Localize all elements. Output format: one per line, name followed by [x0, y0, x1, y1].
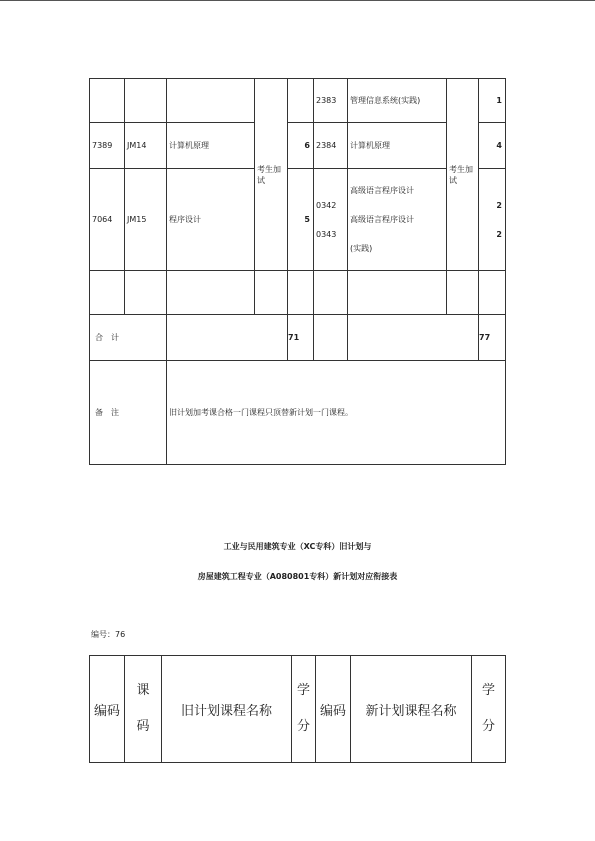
- table-row: [90, 169, 506, 271]
- course-mapping-table-header: [89, 655, 506, 763]
- old-credit: 5: [288, 169, 314, 271]
- table-row: [90, 271, 506, 315]
- new-course-name: 高级语言程序设计 高级语言程序设计 (实践): [348, 169, 447, 271]
- new-code: 2384: [314, 123, 348, 169]
- top-rule: [0, 0, 595, 1]
- new-course-name: 计算机原理: [348, 123, 447, 169]
- course-mapping-table-continued: [89, 78, 506, 465]
- header-new-course-name: 新计划课程名称: [351, 656, 472, 763]
- table-row: [90, 123, 506, 169]
- header-row: [90, 656, 506, 763]
- old-course-name: 计算机原理: [167, 123, 255, 169]
- header-new-credit: 学 分: [472, 656, 506, 763]
- table-title-line-1: 工业与民用建筑专业（XC专科）旧计划与: [223, 542, 372, 551]
- old-credit: 6: [288, 123, 314, 169]
- remark-text: 旧计划加考课合格一门课程只顶替新计划一门课程。: [167, 361, 506, 465]
- total-new-credit: 77: [479, 315, 506, 361]
- exam-note-right: 考生加试: [447, 79, 479, 271]
- old-code: 7389: [90, 123, 125, 169]
- old-course-name: 程序设计: [167, 169, 255, 271]
- course-code: JM14: [125, 123, 167, 169]
- new-credit: 1: [479, 79, 506, 123]
- table-title-line-2: 房屋建筑工程专业（A080801专科）新计划对应衔接表: [197, 572, 398, 581]
- header-new-code: 编码: [316, 656, 351, 763]
- serial-number: 编号：76: [91, 630, 126, 639]
- total-row: [90, 315, 506, 361]
- header-old-credit: 学 分: [292, 656, 316, 763]
- new-credit: 4: [479, 123, 506, 169]
- table-row: [90, 79, 506, 123]
- new-course-name: 管理信息系统(实践): [348, 79, 447, 123]
- remark-label: 备 注: [90, 361, 167, 465]
- total-label: 合 计: [90, 315, 167, 361]
- new-code: 2383: [314, 79, 348, 123]
- header-old-course-name: 旧计划课程名称: [162, 656, 292, 763]
- header-course-code: 课 码: [125, 656, 162, 763]
- total-old-credit: 71: [288, 315, 314, 361]
- old-code: 7064: [90, 169, 125, 271]
- course-code: JM15: [125, 169, 167, 271]
- new-code: 0342 0343: [314, 169, 348, 271]
- new-credit: 2 2: [479, 169, 506, 271]
- remark-row: [90, 361, 506, 465]
- exam-note-left: 考生加试: [255, 79, 288, 271]
- header-code: 编码: [90, 656, 125, 763]
